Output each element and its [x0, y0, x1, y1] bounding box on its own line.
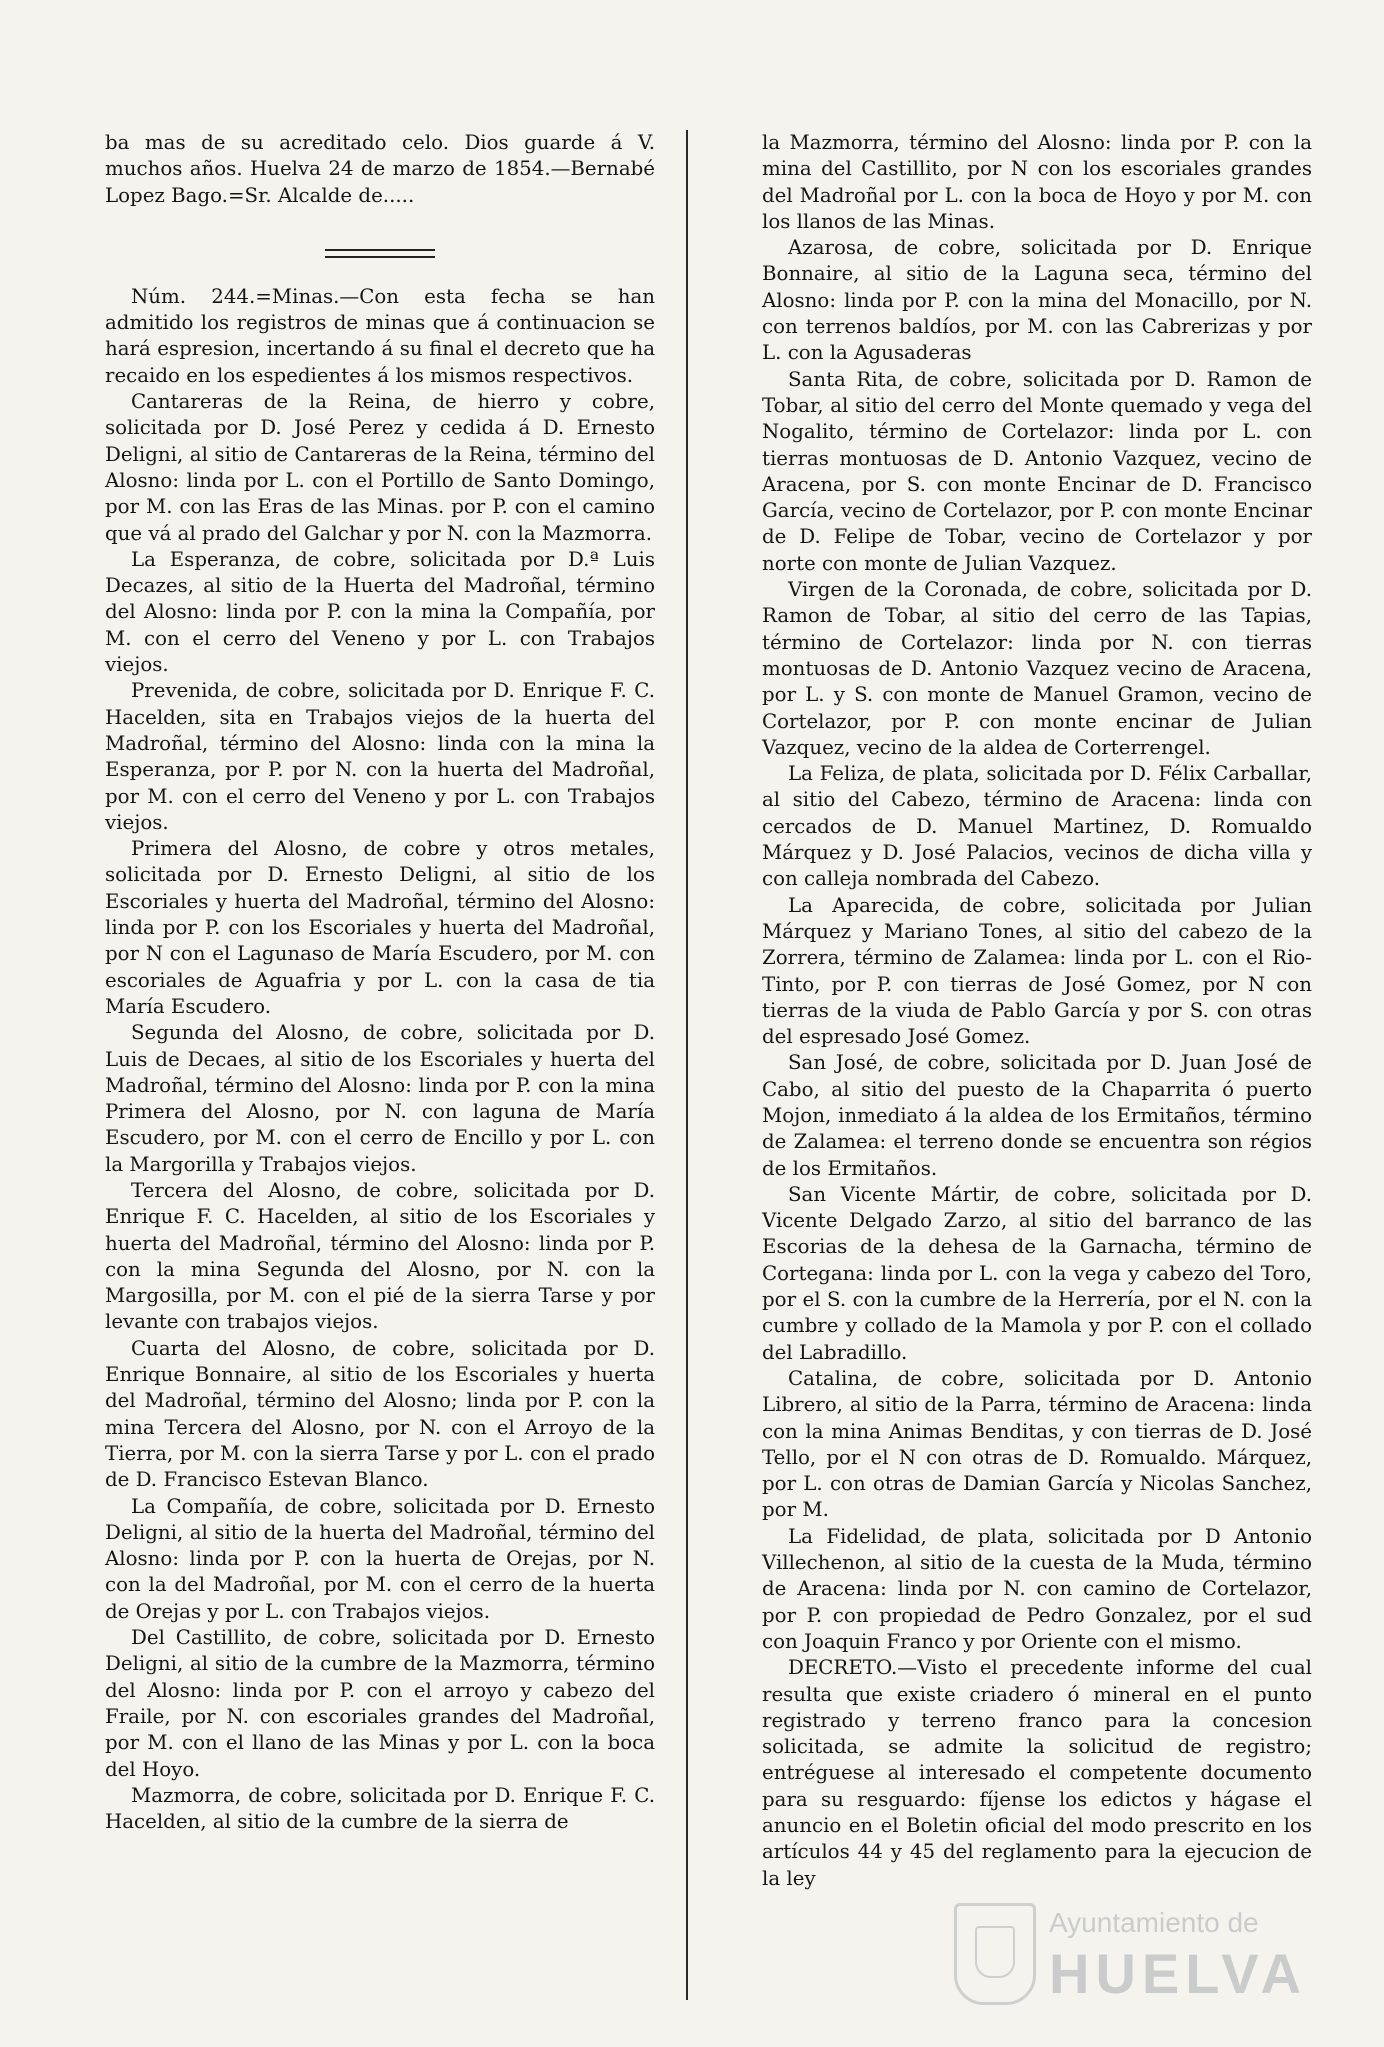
left-column	[105, 130, 655, 1835]
mine-entry: La Feliza, de plata, solicitada por D. Félix Carballar, al sitio del Cabezo, término de Aracena: linda con cercados de D. Manuel Martinez, D. Romualdo Márquez y D. José Palacios, vecinos de dicha villa y con calleja nombrada del Cabezo.	[762, 762, 1312, 891]
mine-entry: Cantareras de la Reina, de hierro y cobre, solicitada por D. José Perez y cedida á D. Ernesto Deligni, al sitio de Cantareras de la Reina, término del Alosno: linda por L. con el Portillo de Santo Domingo, por M. con las Eras de las Minas. por P. con el camino que vá al prado del Galchar y por N. con la Mazmorra.	[105, 390, 655, 545]
mine-entry: La Aparecida, de cobre, solicitada por Julian Márquez y Mariano Tones, al sitio del cabezo de la Zorrera, término de Zalamea: linda por L. con el Rio-Tinto, por P. con tierras de José Gomez, por N con tierras de la viuda de Pablo García y por S. con otras del espresado José Gomez.	[762, 893, 1312, 1049]
coat-of-arms-icon	[954, 1903, 1036, 2005]
section-separator	[325, 249, 435, 258]
mine-entry: Catalina, de cobre, solicitada por D. Antonio Librero, al sitio de la Parra, término de Aracena: linda con la mina Animas Benditas, y con tierras de D. José Tello, por el N con otras de D. Romualdo. Márquez, por L. con otras de Damian García y Nicolas Sanchez, por M.	[762, 1366, 1312, 1522]
mine-entry: Prevenida, de cobre, solicitada por D. Enrique F. C. Hacelden, sita en Trabajos viejos de la huerta del Madroñal, término del Alosno: linda con la mina la Esperanza, por P. por N. con la huerta del Madroñal, por M. con el cerro del Veneno y por L. con Trabajos viejos.	[105, 679, 655, 834]
mine-entry: Santa Rita, de cobre, solicitada por D. Ramon de Tobar, al sitio del cerro del Monte quemado y vega del Nogalito, término de Cortelazor: linda por L. con tierras montuosas de D. Antonio Vazquez, vecino de Aracena, por S. con monte Encinar de D. Francisco García, vecino de Cortelazor, por P. con monte Encinar de D. Felipe de Tobar, vecino de Cortelazor y por norte con monte de Julian Vazquez.	[762, 367, 1312, 575]
watermark-line1: Ayuntamiento de	[1049, 1907, 1259, 1938]
mine-entry: La Esperanza, de cobre, solicitada por D.ª Luis Decazes, al sitio de la Huerta del Madroñal, término del Alosno: linda por P. con la mina la Compañía, por M. con el cerro del Veneno y por L. con Trabajos viejos.	[105, 547, 655, 677]
mine-entry: San José, de cobre, solicitada por D. Juan José de Cabo, al sitio del puesto de la Chaparrita ó puerto Mojon, inmediato á la aldea de los Ermitaños, término de Zalamea: el terreno donde se encuentra son régios de los Ermitaños.	[762, 1051, 1312, 1180]
mine-entry: La Compañía, de cobre, solicitada por D. Ernesto Deligni, al sitio de la huerta del Madroñal, término del Alosno: linda por P. con la huerta de Orejas, por N. con la del Madroñal, por M. con el cerro de la huerta de Orejas y por L. con Trabajos viejos.	[105, 1494, 655, 1623]
paragraph-closing: ba mas de su acreditado celo. Dios guarde á V. muchos años. Huelva 24 de marzo de 1854.—Bernabé Lopez Bago.=Sr. Alcalde de.....	[105, 131, 655, 207]
paragraph-heading: Núm. 244.=Minas.—Con esta fecha se han admitido los registros de minas que á continuacion se hará espresion, incertando á su final el decreto que ha recaido en los espedientes á los mismos respectivos.	[105, 284, 655, 387]
mine-entry: San Vicente Mártir, de cobre, solicitada por D. Vicente Delgado Zarzo, al sitio del barranco de las Escorias de la dehesa de la Garnacha, término de Cortegana: linda por L. con la vega y cabezo del Toro, por el S. con la cumbre de la Herrería, por el N. con la cumbre y collado de la Mamola y por P. con el collado del Labradillo.	[762, 1182, 1312, 1364]
mine-entry: Cuarta del Alosno, de cobre, solicitada por D. Enrique Bonnaire, al sitio de los Escoriales y huerta del Madroñal, término del Alosno; linda por P. con la mina Tercera del Alosno, por N. con el Arroyo de la Tierra, por M. con la sierra Tarse y por L. con el prado de D. Francisco Estevan Blanco.	[105, 1336, 655, 1492]
mine-entry: Virgen de la Coronada, de cobre, solicitada por D. Ramon de Tobar, al sitio del cerro de las Tapias, término de Cortelazor: linda por N. con tierras montuosas de D. Antonio Vazquez vecino de Aracena, por L. y S. con monte de Manuel Gramon, vecino de Cortelazor, por P. con monte encinar de Julian Vazquez, vecino de la aldea de Corterrengel.	[762, 578, 1312, 759]
mine-entry: La Fidelidad, de plata, solicitada por D Antonio Villechenon, al sitio de la cuesta de la Muda, término de Aracena: linda por N. con camino de Cortelazor, por P. con propiedad de Pedro Gonzalez, por el sud con Joaquin Franco y por Oriente con el mismo.	[762, 1524, 1312, 1653]
mine-entry: Segunda del Alosno, de cobre, solicitada por D. Luis de Decaes, al sitio de los Escoriales y huerta del Madroñal, término del Alosno: linda por P. con la mina Primera del Alosno, por N. con laguna de María Escudero, por M. con el cerro de Encillo y por L. con la Margorilla y Trabajos viejos.	[105, 1021, 655, 1176]
watermark-line2: HUELVA	[1049, 1942, 1307, 2005]
mine-entry: Mazmorra, de cobre, solicitada por D. Enrique F. C. Hacelden, al sitio de la cumbre de la sierra de	[105, 1783, 655, 1834]
mine-entry: Azarosa, de cobre, solicitada por D. Enrique Bonnaire, al sitio de la Laguna seca, término del Alosno: linda por P. con la mina del Monacillo, por N. con terrenos baldíos, por M. con las Cabrerizas y por L. con la Agusaderas	[762, 236, 1312, 365]
mine-entry-continued: la Mazmorra, término del Alosno: linda por P. con la mina del Castillito, por N con los escoriales grandes del Madroñal por L. con la boca de Hoyo y por M. con los llanos de las Minas.	[762, 131, 1312, 233]
mine-entry: Tercera del Alosno, de cobre, solicitada por D. Enrique F. C. Hacelden, al sitio de los Escoriales y huerta del Madroñal, término del Alosno: linda por P. con la mina Segunda del Alosno, por N. con la Margosilla, por M. con el pié de la sierra Tarse y por levante con trabajos viejos.	[105, 1178, 655, 1334]
decree-paragraph: DECRETO.—Visto el precedente informe del cual resulta que existe criadero ó mineral en el punto registrado y terreno franco para la concesion solicitada, se admite la solicitud de registro; entréguese al interesado el competente documento para su resguardo: fíjense los edictos y hágase el anuncio en el Boletin oficial del modo prescrito en los artículos 44 y 45 del reglamento para la ejecucion de la ley	[762, 1656, 1312, 1890]
mine-entry: Del Castillito, de cobre, solicitada por D. Ernesto Deligni, al sitio de la cumbre de la Mazmorra, término del Alosno: linda por P. con el arroyo y cabezo del Fraile, por N. con escoriales grandes del Madroñal, por M. con el llano de las Minas y por L. con la boca del Hoyo.	[105, 1626, 655, 1781]
archive-watermark	[954, 1897, 1314, 2007]
column-divider	[686, 130, 688, 2000]
mine-entry: Primera del Alosno, de cobre y otros metales, solicitada por D. Ernesto Deligni, al sitio de los Escoriales y huerta del Madroñal, término del Alosno: linda por P. con los Escoriales y huerta del Madroñal, por N con el Lagunaso de María Escudero, por M. con escoriales de Aguafria y por L. con la casa de tia María Escudero.	[105, 837, 655, 1018]
right-column	[762, 130, 1312, 1892]
